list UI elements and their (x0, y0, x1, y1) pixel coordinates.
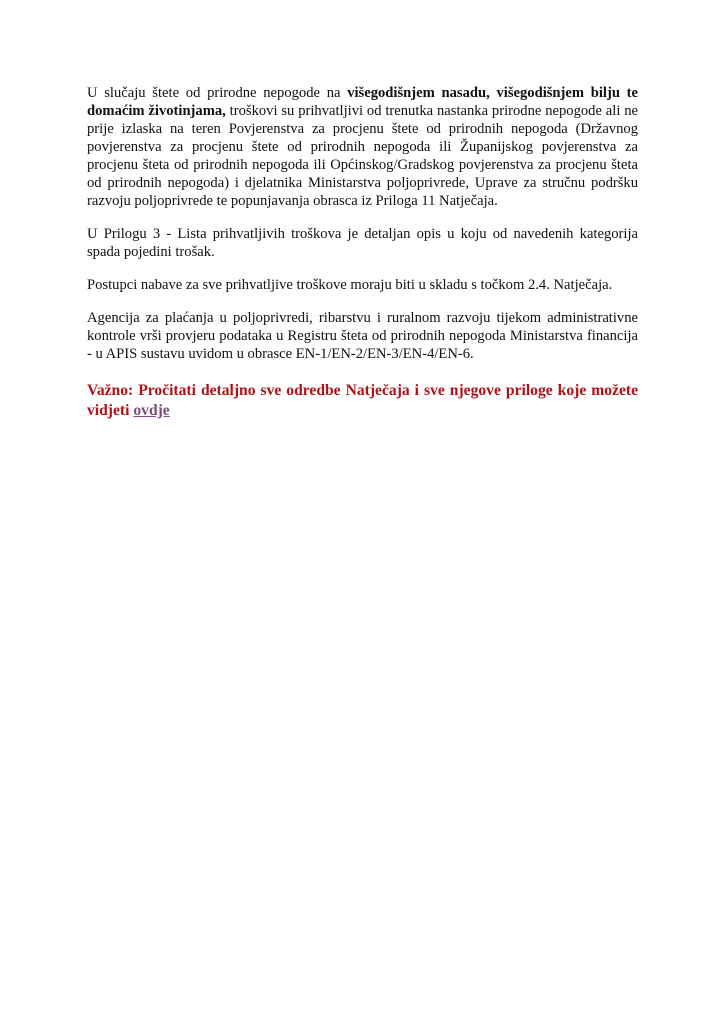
here-link[interactable]: ovdje (133, 401, 170, 419)
paragraph-annex-3: U Prilogu 3 - Lista prihvatljivih troškova je detaljan opis u koju od navedenih kategorija spada pojedini trošak. (87, 226, 638, 260)
document-page (87, 84, 638, 435)
important-notice (87, 381, 638, 420)
paragraph-agency-control: Agencija za plaćanja u poljoprivredi, ribarstvu i ruralnom razvoju tijekom administrativne kontrole vrši provjeru podataka u Registru šteta od prirodnih nepogoda Ministarstva financija - u APIS sustavu uvidom u obrasce EN-1/EN-2/EN-3/EN-4/EN-6. (87, 310, 638, 362)
paragraph-bold-phrase: višegodišnjem nasadu, višegodišnjem bilju te domaćim životinjama, (87, 85, 639, 119)
paragraph-rest: troškovi su prihvatljivi od trenutka nastanka prirodne nepogode ali ne prije izlaska na teren Povjerenstva za procjenu štete od prirodnih nepogoda (Državnog povjerenstva za procjenu štete od prirodnih nepogoda ili Županijskog povjerenstva za procjenu šteta od prirodnih nepogoda ili Općinskog/Gradskog povjerenstva za procjenu šteta od prirodnih nepogoda) i djelatnika Ministarstva poljoprivrede, Uprave za stručnu podršku razvoju poljoprivrede te popunjavanja obrasca iz Priloga 11 Natječaja. (87, 103, 638, 209)
paragraph-lead: U slučaju štete od prirodne nepogode na (87, 85, 348, 101)
important-notice-text: Važno: Pročitati detaljno sve odredbe Natječaja i sve njegove priloge koje možete vidjeti (87, 382, 638, 419)
paragraph-eligible-costs (87, 84, 638, 210)
paragraph-procurement: Postupci nabave za sve prihvatljive troškove moraju biti u skladu s točkom 2.4. Natječaja. (87, 277, 613, 293)
